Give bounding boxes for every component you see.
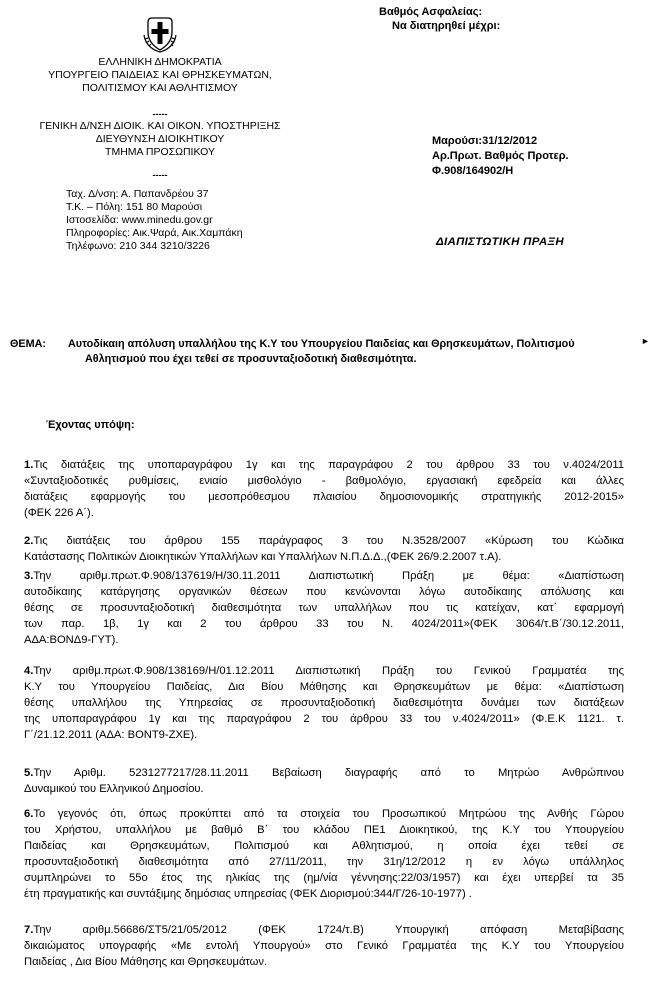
- separator: -----: [152, 109, 168, 119]
- document-type: ΔΙΑΠΙΣΤΩΤΙΚΗ ΠΡΑΞΗ: [436, 236, 564, 248]
- contact-line: Ταχ. Δ/νση: Α. Παπανδρέου 37: [66, 188, 209, 200]
- contact-block: [66, 188, 326, 253]
- item-line: των παρ. 1β, 1γ και 2 του άρθρου 33 του Ν. 4024/2011»(ΦΕΚ 3064/τ.Β΄/30.12.2011,: [24, 618, 624, 630]
- retain-until-label: Να διατηρηθεί μέχρι:: [392, 20, 501, 32]
- list-item: [24, 663, 624, 743]
- item-number: 7.: [24, 924, 34, 936]
- bullet-marker-icon: ►: [641, 336, 650, 346]
- item-line: Την Αριθμ. 5231277217/28.11.2011 Βεβαίωση διαγραφής από το Μητρώο Ανθρώπινου: [33, 767, 624, 779]
- item-line: Την αριθμ.πρωτ.Φ.908/137619/Η/30.11.2011 Διαπιστωτική Πράξη με θέμα: «Διαπίστωση: [33, 570, 624, 582]
- item-number: 1.: [24, 459, 34, 471]
- list-item: [24, 806, 624, 902]
- item-line: Παιδείας , Δια Βίου Μάθησης και Θρησκευμάτων.: [24, 956, 268, 968]
- item-number: 5.: [24, 767, 34, 779]
- contact-line: Πληροφορίες: Αικ.Ψαρά, Αικ.Χαμπάκη: [66, 227, 243, 239]
- item-line: αυτοδίκαιης κατάργησης οργανικών θέσεων που κενώνονται λόγω αυτοδίκαιης απόλυσης και: [24, 586, 624, 598]
- dept-line: ΤΜΗΜΑ ΠΡΟΣΩΠΙΚΟΥ: [105, 146, 215, 158]
- item-line: δικαιώματος υπογραφής «Με εντολή Υπουργού» στο Γενικό Γραμματέα της Κ.Υ του Υπουργείου: [24, 940, 624, 952]
- subject-label: ΘΕΜΑ:: [10, 338, 46, 350]
- org-line: ΥΠΟΥΡΓΕΙΟ ΠΑΙΔΕΙΑΣ ΚΑΙ ΘΡΗΣΚΕΥΜΑΤΩΝ,: [48, 69, 272, 81]
- dept-line: ΓΕΝΙΚΗ Δ/ΝΣΗ ΔΙΟΙΚ. ΚΑΙ ΟΙΚΟΝ. ΥΠΟΣΤΗΡΙΞΗΣ: [39, 120, 281, 132]
- item-line: της υποπαραγράφου 1γ και της παραγράφου 2 του άρθρου 33 του ν.4024/2011» (Φ.Ε.Κ 1121. τ.: [24, 713, 624, 725]
- item-line: Την αριθμ.56686/ΣΤ5/21/05/2012 (ΦΕΚ 1724/τ.Β) Υπουργική απόφαση Μεταβίβασης: [33, 924, 624, 936]
- item-line: «Συνταξιοδοτικές ρυθμίσεις, ενιαίο μισθολόγιο - βαθμολόγιο, εργασιακή εφεδρεία και άλλες: [24, 475, 624, 487]
- security-level-label: Βαθμός Ασφαλείας:: [379, 6, 483, 18]
- item-line: Παιδείας και Θρησκευμάτων, Πολιτισμού και Αθλητισμού, η οποία έχει τεθεί σε: [24, 840, 624, 852]
- item-line: θέσης σε προσυνταξιοδοτική διαθεσιμότητα των υπαλλήλων που τις κατείχαν, κατ΄ εφαρμογή: [24, 602, 624, 614]
- list-item: [24, 765, 624, 797]
- item-line: Την αριθμ.πρωτ.Φ.908/138169/Η/01.12.2011 Διαπιστωτική Πράξη του Γενικού Γραμματέα της: [33, 665, 624, 677]
- dept-line: ΔΙΕΥΘΥΝΣΗ ΔΙΟΙΚΗΤΙΚΟΥ: [95, 133, 225, 145]
- greek-emblem-icon: [143, 15, 177, 53]
- item-line: έτη πραγματικής και συντάξιμης δημόσιας υπηρεσίας (ΦΕΚ Διορισμού:344/Γ/26-10-1977) .: [24, 888, 472, 900]
- item-number: 4.: [24, 665, 34, 677]
- protocol-label: Αρ.Πρωτ. Βαθμός Προτερ.: [432, 150, 569, 162]
- org-line: ΕΛΛΗΝΙΚΗ ΔΗΜΟΚΡΑΤΙΑ: [98, 56, 222, 68]
- contact-line: Τηλέφωνο: 210 344 3210/3226: [66, 240, 210, 252]
- item-line: Το γεγονός ότι, όπως προκύπτει από τα στοιχεία του Προσωπικού Μητρώου της Ανθής Γώρου: [33, 808, 624, 820]
- list-item: [24, 533, 624, 565]
- subject-line: Αυτοδίκαιη απόλυση υπαλλήλου της Κ.Υ του Υπουργείου Παιδείας και Θρησκευμάτων, Πολιτισμού: [68, 338, 575, 350]
- item-number: 6.: [24, 808, 34, 820]
- item-line: Δυναμικού του Ελληνικού Δημοσίου.: [24, 783, 204, 795]
- item-line: Τις διατάξεις του άρθρου 155 παράγραφος 3 του Ν.3528/2007 «Κύρωση του Κώδικα: [33, 535, 624, 547]
- org-line: ΠΟΛΙΤΙΣΜΟΥ ΚΑΙ ΑΘΛΗΤΙΣΜΟΥ: [82, 82, 238, 94]
- item-line: συμπληρώνει το 55ο έτος της ηλικίας της (ημ/νία γέννησης:22/03/1957) και έχει υπερβεί τα 35: [24, 872, 624, 884]
- item-line: (ΦΕΚ 226 Α΄).: [24, 507, 94, 519]
- item-line: Τις διατάξεις της υποπαραγράφου 1γ και της παραγράφου 2 του άρθρου 33 του ν.4024/2011: [33, 459, 624, 471]
- org-block: [30, 56, 290, 95]
- item-line: Κατάστασης Πολιτικών Διοικητικών Υπαλλήλων και Υπαλλήλων Ν.Π.Δ.Δ.,(ΦΕΚ 26/9.2.2007 τ.Α).: [24, 551, 502, 563]
- item-line: ΑΔΑ:ΒΟΝΔ9-ΓΥΤ).: [24, 634, 119, 646]
- list-item: [24, 922, 624, 970]
- subject-line: Αθλητισμού που έχει τεθεί σε προσυνταξιοδοτική διαθεσιμότητα.: [85, 353, 417, 365]
- dept-block: [30, 120, 290, 159]
- protocol-number: Φ.908/164902/Η: [432, 165, 514, 177]
- item-line: διατάξεις εφαρμογής του μεσοπρόθεσμου πλαισίου δημοσιονομικής στρατηγικής 2012-2015»: [24, 491, 624, 503]
- item-line: Κ.Υ του Υπουργείου Παιδείας, Δια Βίου Μάθησης και Θρησκευμάτων με θέμα: «Διαπίστωση: [24, 681, 624, 693]
- item-line: Γ΄/21.12.2011 (ΑΔΑ: ΒΟΝΤ9-ΖΧΕ).: [24, 729, 198, 741]
- separator: -----: [152, 170, 168, 180]
- contact-line: Ιστοσελίδα: www.minedu.gov.gr: [66, 214, 213, 226]
- item-line: του Χρήστου, υπαλλήλου με βαθμό Β΄ του κλάδου ΠΕ1 Διοικητικού, της Κ.Υ του Υπουργείου: [24, 824, 624, 836]
- item-line: προσυνταξιοδοτική διαθεσιμότητα από 27/11/2011, την 31η/12/2012 η εν λόγω υπάλληλος: [24, 856, 624, 868]
- list-item: [24, 568, 624, 648]
- meta-block: [432, 134, 569, 179]
- contact-line: Τ.Κ. – Πόλη: 151 80 Μαρούσι: [66, 201, 203, 213]
- item-number: 3.: [24, 570, 34, 582]
- considering-heading: Έχοντας υπόψη:: [46, 419, 135, 431]
- list-item: [24, 457, 624, 521]
- document-date: Μαρούσι:31/12/2012: [432, 135, 538, 147]
- item-line: θέσης υπαλλήλου της Υπηρεσίας σε προσυνταξιοδοτική διαθεσιμότητα δυνάμει των διατάξεων: [24, 697, 624, 709]
- item-number: 2.: [24, 535, 34, 547]
